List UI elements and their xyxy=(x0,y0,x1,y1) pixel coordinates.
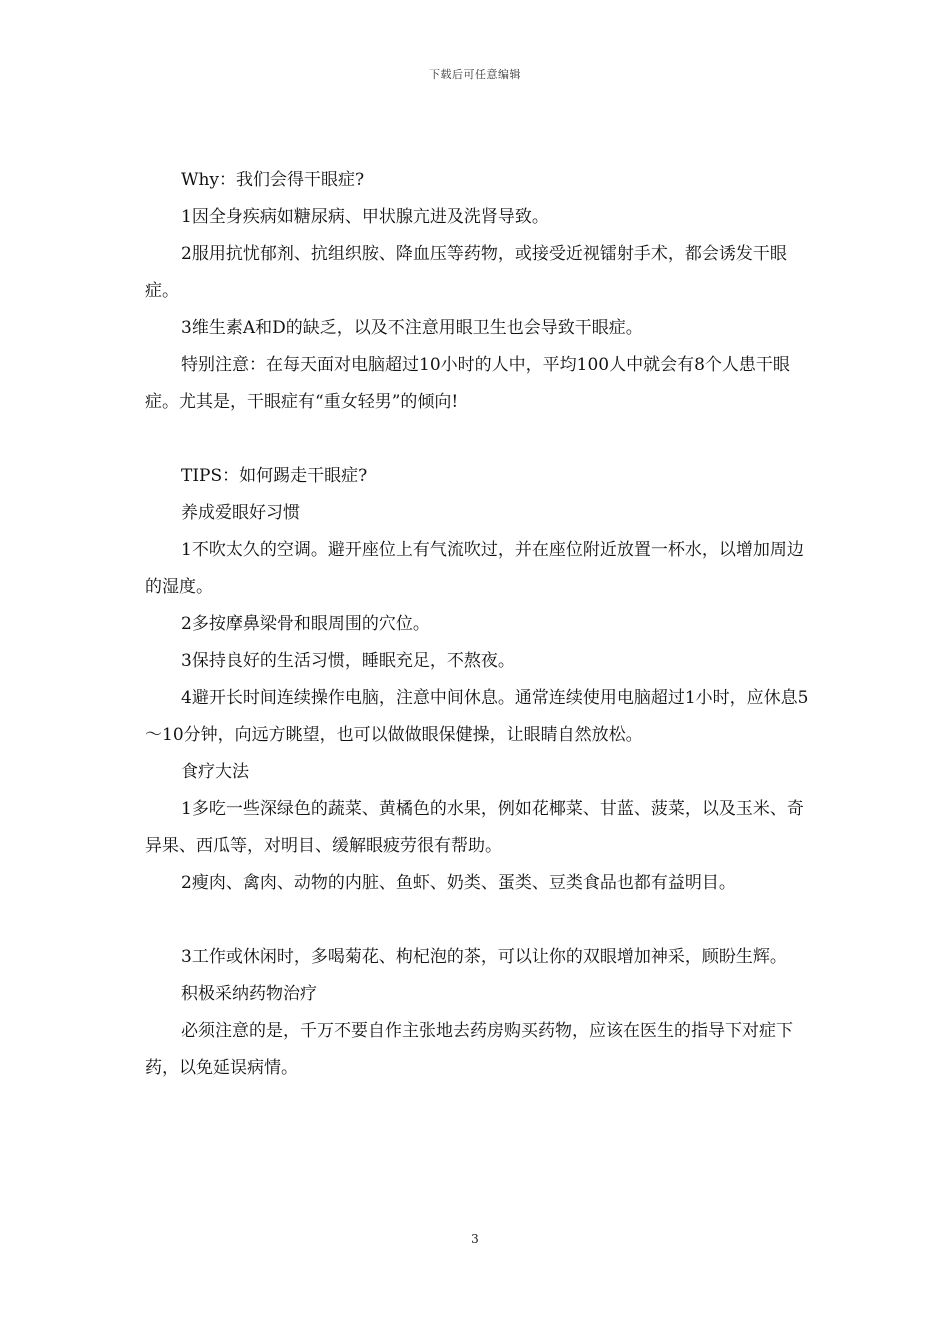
why-item-2: 2服用抗忧郁剂、抗组织胺、降血压等药物，或接受近视镭射手术，都会诱发干眼症。 xyxy=(145,244,787,301)
page-number: 3 xyxy=(471,1232,479,1246)
page-header: 下载后可任意编辑 xyxy=(429,68,521,81)
why-item-3: 3维生素A和D的缺乏，以及不注意用眼卫生也会导致干眼症。 xyxy=(181,318,643,338)
diet-item-1: 1多吃一些深绿色的蔬菜、黄橘色的水果，例如花椰菜、甘蓝、菠菜，以及玉米、奇异果、西瓜等，对明目、缓解眼疲劳很有帮助。 xyxy=(145,799,804,856)
habits-item-4: 4避开长时间连续操作电脑，注意中间休息。通常连续使用电脑超过1小时，应休息5～10分钟，向远方眺望，也可以做做眼保健操，让眼睛自然放松。 xyxy=(145,688,809,745)
section-spacer xyxy=(145,421,820,458)
tips-heading: TIPS：如何踢走干眼症? xyxy=(181,466,368,486)
habits-title: 养成爱眼好习惯 xyxy=(181,503,300,523)
why-note: 特别注意：在每天面对电脑超过10小时的人中，平均100人中就会有8个人患干眼症。尤其是，干眼症有“重女轻男”的倾向! xyxy=(145,355,790,412)
why-item-1: 1因全身疾病如糖尿病、甲状腺亢进及洗肾导致。 xyxy=(181,207,549,227)
paragraph-spacer xyxy=(145,902,820,939)
medicine-text: 必须注意的是，千万不要自作主张地去药房购买药物，应该在医生的指导下对症下药，以免延误病情。 xyxy=(145,1021,793,1078)
document-body xyxy=(145,162,820,1087)
habits-item-3: 3保持良好的生活习惯，睡眠充足，不熬夜。 xyxy=(181,651,515,671)
diet-item-3: 3工作或休闲时，多喝菊花、枸杞泡的茶，可以让你的双眼增加神采，顾盼生辉。 xyxy=(181,947,787,967)
why-heading: Why：我们会得干眼症? xyxy=(181,170,365,190)
diet-title: 食疗大法 xyxy=(181,762,249,782)
habits-item-1: 1不吹太久的空调。避开座位上有气流吹过，并在座位附近放置一杯水，以增加周边的湿度。 xyxy=(145,540,804,597)
diet-item-2: 2瘦肉、禽肉、动物的内脏、鱼虾、奶类、蛋类、豆类食品也都有益明目。 xyxy=(181,873,736,893)
medicine-title: 积极采纳药物治疗 xyxy=(181,984,317,1004)
habits-item-2: 2多按摩鼻梁骨和眼周围的穴位。 xyxy=(181,614,430,634)
